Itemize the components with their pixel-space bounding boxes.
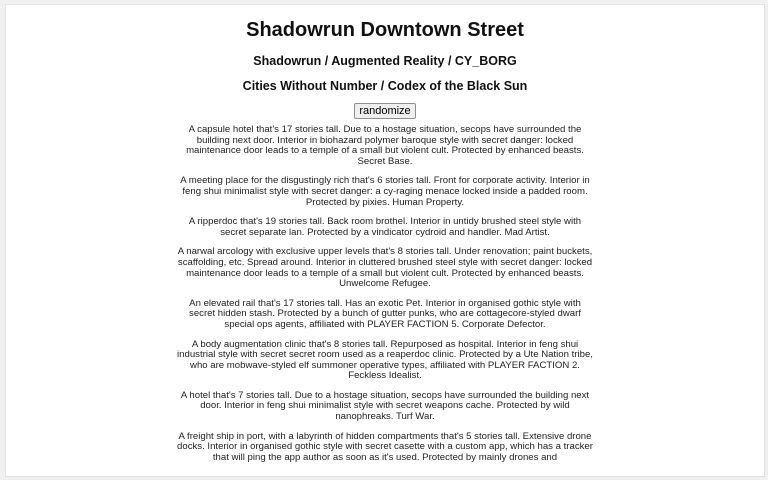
street-entry: A capsule hotel that's 17 stories tall. Due to a hostage situation, secops have surrounded the building next door. Interior in biohazard polymer baroque style with secret danger: locked maintenance door leads to a temple of a small but violent cult. Protected by enhanced beasts. Secret Base. <box>186 124 584 167</box>
page-title: Shadowrun Downtown Street <box>246 19 524 41</box>
street-entry: A freight ship in port, with a labyrinth of hidden compartments that's 5 stories tall. Extensive drone docks. Interior in organised gothic style with secret casette with a custom app, which has a tracker that will ping the app author as soon as it's used. Protected by mainly drones and <box>177 430 593 463</box>
street-entry: An elevated rail that's 17 stories tall. Has an exotic Pet. Interior in organised gothic style with secret hidden stash. Protected by a bunch of gutter punks, who are cottagecore-styled dwarf special ops agents, affiliated with PLAYER FACTION 5. Corporate Defector. <box>189 297 581 330</box>
street-entry: A body augmentation clinic that's 8 stories tall. Repurposed as hospital. Interior in feng shui industrial style with secret secret room used as a reaperdoc clinic. Protected by a Ute Nation tribe, who are mobwave-styled elf summoner operative types, affiliated with PLAYER FACTION 2. Feckless Idealist. <box>177 338 593 382</box>
street-entry: A narwal arcology with exclusive upper levels that's 8 stories tall. Under renovation; paint buckets, scaffolding, etc. Spread around. Interior in cluttered brushed steel style with secret danger: locked maintenance door leads to a temple of a small but violent cult. Protected by enhanced beasts. Unwelcome Refugee. <box>177 246 593 290</box>
page-viewport <box>5 4 765 477</box>
randomize-button[interactable]: randomize <box>354 103 415 119</box>
street-entry: A meeting place for the disgustingly rich that's 6 stories tall. Front for corporate activity. Interior in feng shui minimalist style with secret danger: a cy-raging menace locked inside a padded room. Protected by pixies. Human Property. <box>180 175 590 208</box>
main-content <box>177 18 593 463</box>
street-entries-list <box>177 124 593 463</box>
subtitle-systems-secondary: Cities Without Number / Codex of the Black Sun <box>242 79 528 93</box>
subtitle-systems: Shadowrun / Augmented Reality / CY_BORG <box>253 54 517 68</box>
street-entry: A ripperdoc that's 19 stories tall. Back room brothel. Interior in untidy brushed steel style with secret separate lan. Protected by a vindicator cydroid and handler. Mad Artist. <box>188 216 582 238</box>
street-entry: A hotel that's 7 stories tall. Due to a hostage situation, secops have surrounded the building next door. Interior in feng shui minimalist style with secret weapons cache. Protected by wild nanophreaks. Turf War. <box>180 389 590 423</box>
